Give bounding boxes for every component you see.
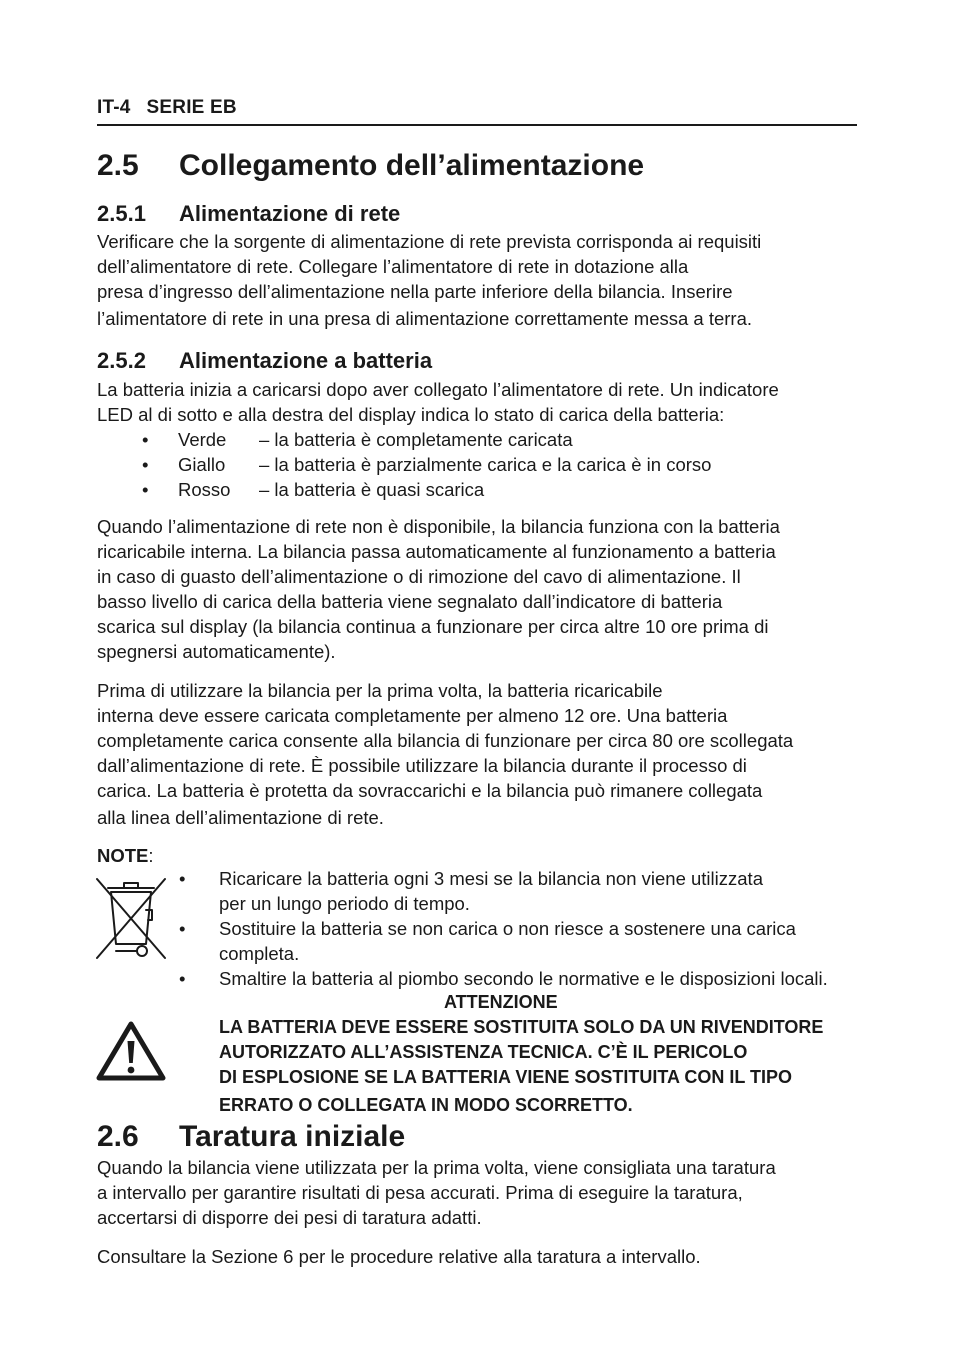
battery-intro-paragraph [97,377,867,427]
text-line: completamente carica consente alla bilancia di funzionare per circa 80 ore scollegata [97,730,794,751]
warning-text [219,1015,823,1118]
list-item [176,916,876,966]
text-line: scarica sul display (la bilancia continua a funzionare per circa altre 10 ore prima di [97,616,769,637]
bullet: • [179,868,186,889]
bullet: • [142,429,149,450]
section-number: 2.5 [97,149,139,182]
text-line: Quando la bilancia viene utilizzata per la prima volta, viene consigliata una taratura [97,1157,776,1178]
text-line: spegnersi automaticamente). [97,641,336,662]
series-name: SERIE EB [146,97,237,118]
text-line: ERRATO O COLLEGATA IN MODO SCORRETTO. [219,1095,633,1115]
calibration-paragraph [97,1155,867,1230]
led-color-label: Giallo [178,454,226,475]
text-line: Prima di utilizzare la bilancia per la prima volta, la batteria ricaricabile [97,680,663,701]
text-line: a intervallo per garantire risultati di pesa accurati. Prima di eseguire la taratura, [97,1182,743,1203]
text-line: Verificare che la sorgente di alimentazione di rete prevista corrisponda ai requisiti [97,231,762,252]
section-2-6-heading [97,1120,405,1154]
led-description: – la batteria è completamente caricata [259,429,573,450]
text-line: alla linea dell’alimentazione di rete. [97,807,384,828]
page-code: IT-4 [97,97,131,118]
section-title: Taratura iniziale [179,1120,406,1153]
subsection-title: Alimentazione a batteria [179,348,433,373]
text-line: LED al di sotto e alla destra del display indica lo stato di carica della batteria: [97,404,725,425]
text-line: Quando l’alimentazione di rete non è disponibile, la bilancia funziona con la batteria [97,516,780,537]
text-line: Ricaricare la batteria ogni 3 mesi se la bilancia non viene utilizzata [219,868,763,889]
section-2-5-heading [97,149,644,183]
text-line: AUTORIZZATO ALL’ASSISTENZA TECNICA. C’È IL PERICOLO [219,1042,748,1062]
note-list [176,866,876,991]
led-color-label: Rosso [178,479,231,500]
warning-triangle-icon [95,1019,167,1083]
subsection-2-5-2-heading [97,348,432,374]
calibration-reference-paragraph [97,1244,867,1269]
battery-operation-paragraph [97,514,867,664]
subsection-2-5-1-heading [97,201,400,227]
mains-power-paragraph [97,229,867,331]
text-line: LA BATTERIA DEVE ESSERE SOSTITUITA SOLO DA UN RIVENDITORE [219,1017,824,1037]
bullet: • [179,968,186,989]
text-line: interna deve essere caricata completamente per almeno 12 ore. Una batteria [97,705,728,726]
text-line: La batteria inizia a caricarsi dopo aver collegato l’alimentatore di rete. Un indicatore [97,379,779,400]
header-rule [97,124,857,126]
battery-charging-paragraph [97,678,867,830]
bullet: • [142,454,149,475]
text-line: presa d’ingresso dell’alimentazione nella parte inferiore della bilancia. Inserire [97,281,733,302]
led-description: – la batteria è parzialmente carica e la carica è in corso [259,454,712,475]
warning-title: ATTENZIONE [444,992,558,1012]
text-line: carica. La batteria è protetta da sovraccarichi e la bilancia può rimanere collegata [97,780,763,801]
bullet: • [179,918,186,939]
text-line: basso livello di carica della batteria viene segnalato dall’indicatore di batteria [97,591,723,612]
bullet: • [142,479,149,500]
running-header [97,97,237,119]
text-line: ricaricabile interna. La bilancia passa automaticamente al funzionamento a batteria [97,541,776,562]
text-line: per un lungo periodo di tempo. [219,893,470,914]
subsection-number: 2.5.2 [97,348,146,373]
note-label: NOTE: [97,845,154,866]
text-line: DI ESPLOSIONE SE LA BATTERIA VIENE SOSTITUITA CON IL TIPO [219,1067,793,1087]
text-line: l’alimentatore di rete in una presa di alimentazione correttamente messa a terra. [97,308,753,329]
text-line: dell’alimentatore di rete. Collegare l’alimentatore di rete in dotazione alla [97,256,689,277]
list-item [176,966,876,991]
section-title: Collegamento dell’alimentazione [179,149,645,182]
text-line: completa. [219,943,300,964]
crossed-out-wheelie-bin-icon [94,872,168,962]
text-line: dall’alimentazione di rete. È possibile utilizzare la bilancia durante il processo di [97,755,747,776]
section-number: 2.6 [97,1120,139,1153]
text-line: Consultare la Sezione 6 per le procedure relative alla taratura a intervallo. [97,1246,701,1267]
led-description: – la batteria è quasi scarica [259,479,485,500]
led-color-label: Verde [178,429,227,450]
text-line: in caso di guasto dell’alimentazione o di rimozione del cavo di alimentazione. Il [97,566,741,587]
text-line: Sostituire la batteria se non carica o non riesce a sostenere una carica [219,918,796,939]
text-line: Smaltire la batteria al piombo secondo le normative e le disposizioni locali. [219,968,828,989]
list-item [176,866,876,916]
subsection-title: Alimentazione di rete [179,201,401,226]
subsection-number: 2.5.1 [97,201,146,226]
text-line: accertarsi di disporre dei pesi di taratura adatti. [97,1207,482,1228]
